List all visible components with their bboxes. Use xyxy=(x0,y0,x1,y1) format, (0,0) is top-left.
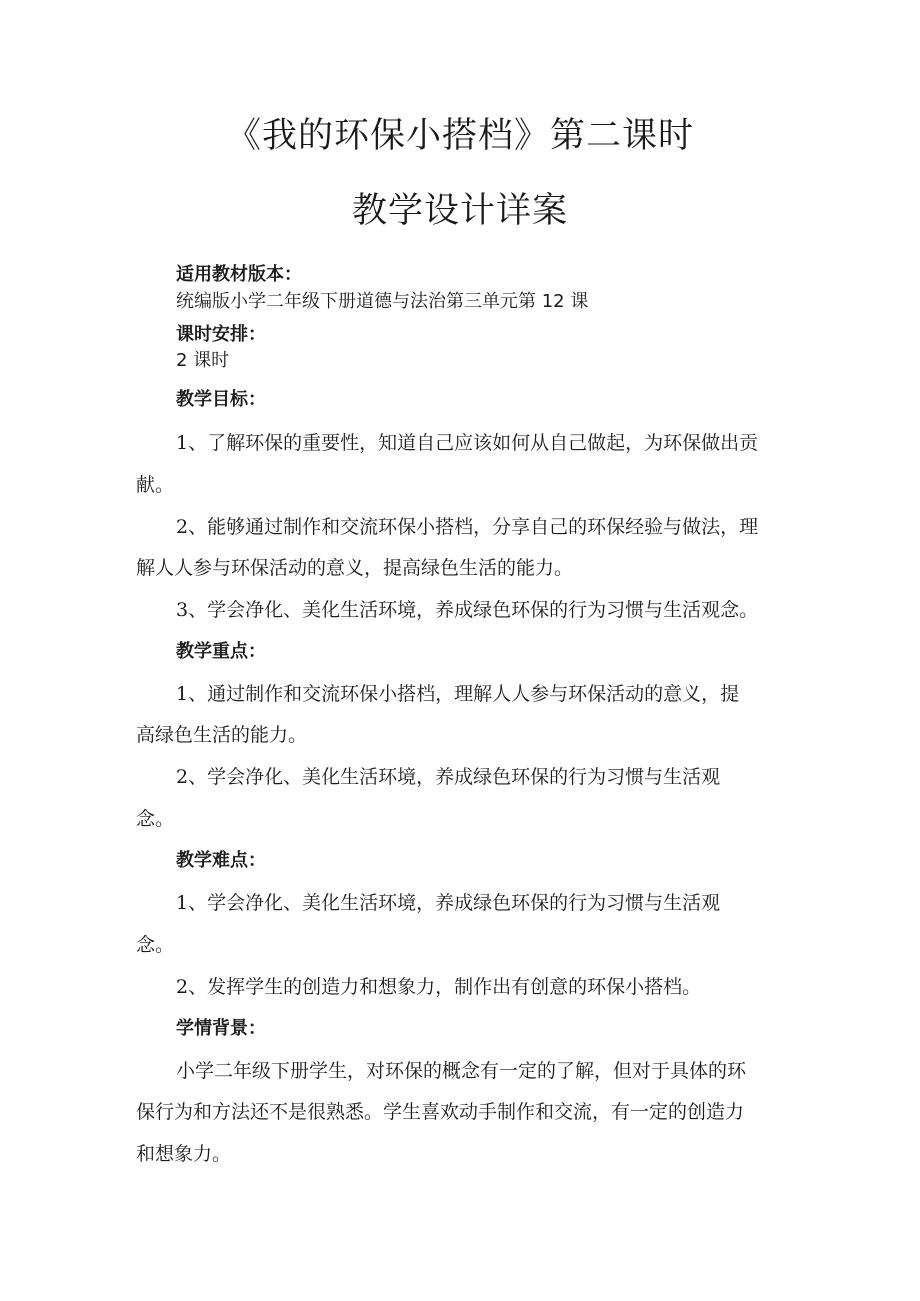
difficulties-heading: 教学难点： xyxy=(176,850,266,871)
textbook-value: 统编版小学二年级下册道德与法治第三单元第 12 课 xyxy=(176,291,589,312)
objective-1-line-1: 1、了解环保的重要性，知道自己应该如何从自己做起，为环保做出贡 xyxy=(176,432,759,454)
objective-3-line-1: 3、学会净化、美化生活环境，养成绿色环保的行为习惯与生活观念。 xyxy=(176,599,759,621)
background-heading: 学情背景： xyxy=(176,1018,266,1039)
schedule-label: 课时安排： xyxy=(176,324,266,345)
schedule-value: 2 课时 xyxy=(176,350,230,371)
difficulty-1-line-1: 1、学会净化、美化生活环境，养成绿色环保的行为习惯与生活观 xyxy=(176,892,721,914)
document-title: 《我的环保小搭档》第二课时 xyxy=(225,116,694,156)
background-line-2: 保行为和方法还不是很熟悉。学生喜欢动手制作和交流，有一定的创造力 xyxy=(136,1101,745,1123)
key-points-heading: 教学重点： xyxy=(176,641,266,662)
key-point-2-line-2: 念。 xyxy=(136,808,175,830)
objective-1-line-2: 献。 xyxy=(136,474,175,496)
background-line-1: 小学二年级下册学生，对环保的概念有一定的了解，但对于具体的环 xyxy=(176,1060,747,1082)
objective-2-line-2: 解人人参与环保活动的意义，提高绿色生活的能力。 xyxy=(136,557,574,579)
difficulty-2-line-1: 2、发挥学生的创造力和想象力，制作出有创意的环保小搭档。 xyxy=(176,976,702,998)
document-subtitle: 教学设计详案 xyxy=(351,191,568,231)
objectives-heading: 教学目标： xyxy=(176,389,266,410)
difficulty-1-line-2: 念。 xyxy=(136,934,175,956)
key-point-2-line-1: 2、学会净化、美化生活环境，养成绿色环保的行为习惯与生活观 xyxy=(176,766,721,788)
key-point-1-line-1: 1、通过制作和交流环保小搭档，理解人人参与环保活动的意义，提 xyxy=(176,683,740,705)
textbook-label: 适用教材版本： xyxy=(176,264,302,285)
objective-2-line-1: 2、能够通过制作和交流环保小搭档，分享自己的环保经验与做法，理 xyxy=(176,516,759,538)
key-point-1-line-2: 高绿色生活的能力。 xyxy=(136,724,308,746)
background-line-3: 和想象力。 xyxy=(136,1143,232,1165)
